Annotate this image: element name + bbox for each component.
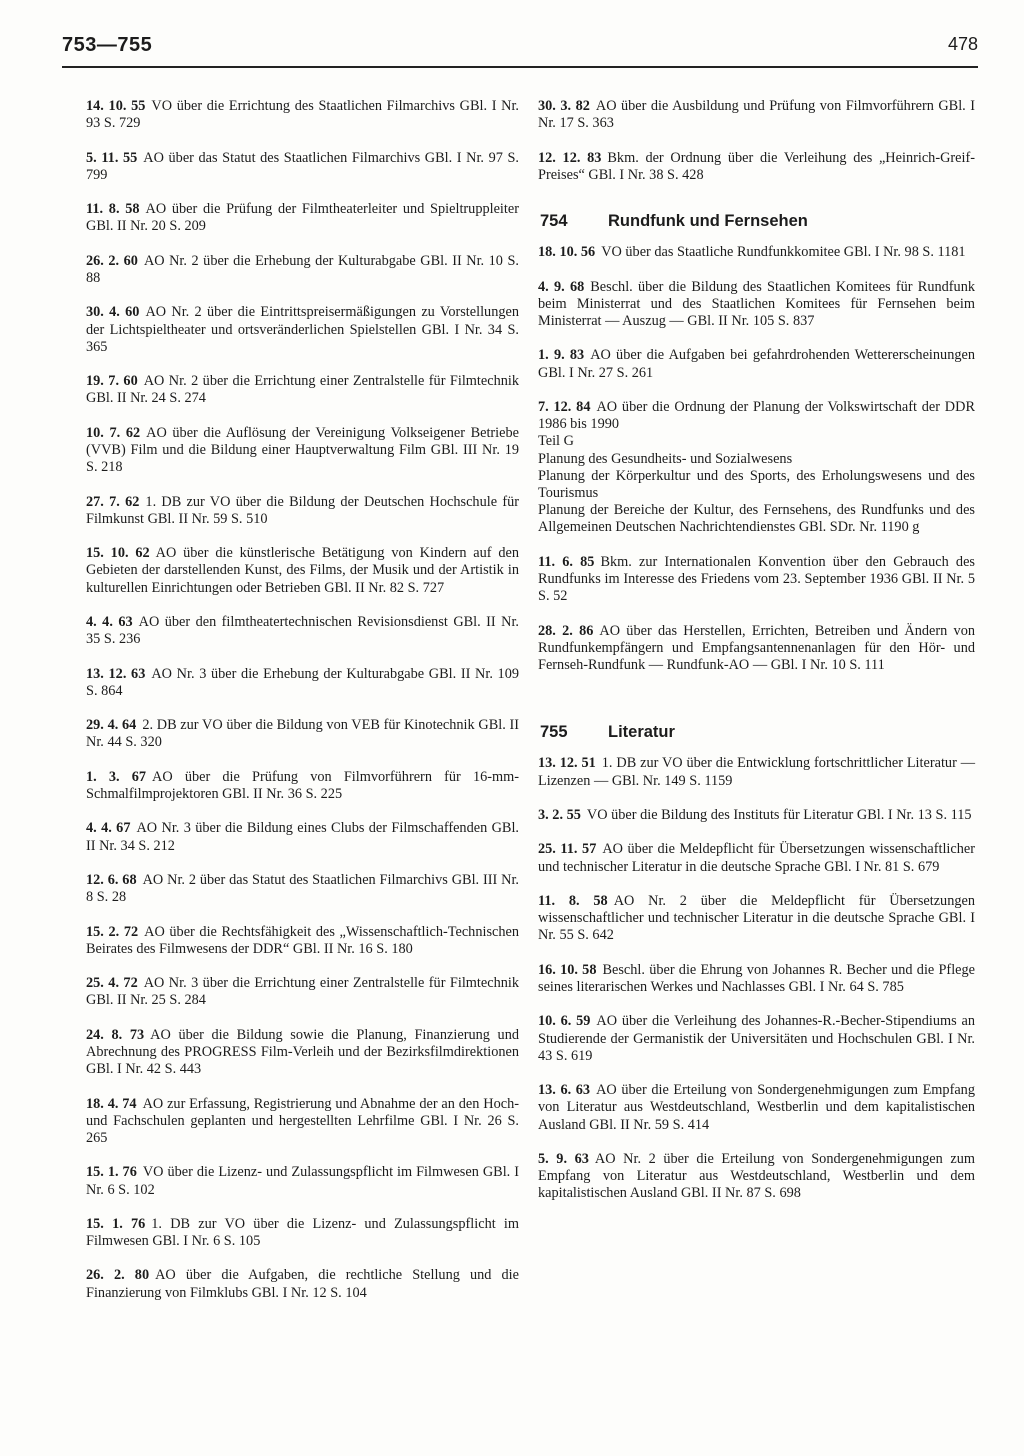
law-entry — [538, 1151, 975, 1203]
law-entry — [86, 717, 519, 751]
entry-text: VO über die Errichtung des Staatlichen Filmarchivs GBl. I Nr. 93 S. 729 — [86, 98, 520, 132]
entry-date: 15. 2. 72 — [86, 923, 139, 940]
continued-entries — [538, 98, 975, 184]
entry-date: 5. 9. 63 — [538, 1150, 589, 1167]
entry-date: 18. 4. 74 — [86, 1095, 137, 1112]
section-heading-754 — [540, 213, 975, 230]
entry-date: 16. 10. 58 — [538, 961, 597, 978]
entry-text: 1. DB zur VO über die Entwicklung fortschrittlicher Literatur — Lizenzen — GBl. Nr. 149 S. 1159 — [538, 755, 976, 789]
entry-text: VO über die Lizenz- und Zulassungspflicht im Filmwesen GBl. I Nr. 6 S. 102 — [86, 1164, 519, 1198]
law-entry — [86, 1267, 519, 1301]
law-entry — [86, 820, 519, 854]
entry-date: 10. 6. 59 — [538, 1013, 591, 1030]
entry-text: AO Nr. 2 über die Eintrittspreisermäßigungen zu Vorstellungen der Lichtspieltheater und ortsveränderlichen Spielstellen GBl. I Nr. 34 S. 365 — [86, 304, 519, 355]
law-entry — [538, 1082, 975, 1134]
entry-text: AO Nr. 2 über die Meldepflicht für Übersetzungen wissenschaftlicher und technischer Literatur in die deutsche Sprache GBl. I Nr. 55 S. 642 — [538, 892, 975, 944]
law-entry — [538, 755, 975, 789]
entry-text: VO über das Staatliche Rundfunkkomitee GBl. I Nr. 98 S. 1181 — [601, 244, 966, 261]
entry-text: 1. DB zur VO über die Bildung der Deutschen Hochschule für Filmkunst GBl. II Nr. 59 S. 510 — [86, 493, 519, 527]
entry-text: AO über die Aufgaben, die rechtliche Stellung und die Finanzierung von Filmklubs GBl. I Nr. 12 S. 104 — [86, 1267, 519, 1301]
law-entry — [538, 841, 975, 875]
law-entry — [86, 1027, 519, 1079]
entry-subline: Teil G — [538, 433, 574, 450]
entry-date: 30. 4. 60 — [86, 304, 140, 321]
right-column — [538, 98, 975, 1220]
law-entry — [86, 304, 519, 356]
entry-text: VO über die Bildung des Instituts für Literatur GBl. I Nr. 13 S. 115 — [586, 807, 972, 823]
section-range: 753—755 — [62, 34, 153, 56]
law-entry — [86, 975, 519, 1009]
entry-date: 11. 8. 58 — [538, 892, 608, 909]
entry-date: 5. 11. 55 — [86, 149, 138, 166]
entry-date: 26. 2. 60 — [86, 252, 138, 269]
entry-date: 29. 4. 64 — [86, 717, 137, 734]
entry-date: 4. 4. 63 — [86, 613, 133, 630]
entry-date: 12. 6. 68 — [86, 871, 137, 888]
entry-text: AO über die künstlerische Betätigung von Kindern auf den Gebieten der darstellenden Kunst, des Films, der Musik und der Artistik in kulturellen Einrichtungen oder Betrieben GBl. II Nr. 82 S. 727 — [86, 545, 519, 596]
entry-subline: Planung der Körperkultur und des Sports, des Erholungswesens und des Tourismus — [538, 467, 975, 501]
law-entry — [538, 893, 975, 945]
entry-text: 1. DB zur VO über die Lizenz- und Zulassungspflicht im Filmwesen GBl. I Nr. 6 S. 105 — [86, 1215, 519, 1250]
section-heading-755 — [540, 724, 975, 741]
entry-text: AO über die Verleihung des Johannes-R.-Becher-Stipendiums an Studierende der Germanistik der Universitäten und Hochschulen GBl. I Nr. 43 S. 619 — [538, 1013, 975, 1064]
page-header — [0, 34, 1024, 64]
law-entry — [86, 1096, 519, 1148]
law-entry — [538, 962, 975, 996]
entry-text: AO über die Erteilung von Sondergenehmigungen zum Empfang von Literatur aus Westdeutschland, Westberlin und dem kapitalistischen Ausland GBl. II Nr. 59 S. 414 — [538, 1082, 975, 1133]
entry-date: 19. 7. 60 — [86, 373, 138, 390]
page-number: 478 — [947, 34, 978, 54]
entry-text: AO über die Prüfung von Filmvorführern für 16-mm-Schmalfilmprojektoren GBl. II Nr. 36 S. 225 — [86, 768, 519, 802]
law-entry — [86, 98, 519, 132]
entry-date: 11. 8. 58 — [86, 201, 140, 218]
entry-text: AO über die Rechtsfähigkeit des „Wissenschaftlich-Technischen Beirates des Filmwesens der DDR“ GBl. II Nr. 16 S. 180 — [86, 923, 519, 957]
section-title: Literatur — [608, 723, 675, 742]
entry-text: AO über die Ausbildung und Prüfung von Filmvorführern GBl. I Nr. 17 S. 363 — [538, 98, 975, 132]
law-entry — [86, 373, 519, 407]
entry-date: 24. 8. 73 — [86, 1026, 145, 1043]
entry-text: AO über die Prüfung der Filmtheaterleiter und Spieltruppleiter GBl. II Nr. 20 S. 209 — [86, 201, 519, 235]
entry-text: AO Nr. 2 über das Statut des Staatlichen Filmarchivs GBl. III Nr. 8 S. 28 — [86, 871, 519, 906]
entry-text: AO Nr. 2 über die Erhebung der Kulturabgabe GBl. II Nr. 10 S. 88 — [86, 252, 519, 286]
law-entry — [538, 399, 975, 537]
entry-date: 7. 12. 84 — [538, 398, 591, 415]
entry-date: 3. 2. 55 — [538, 807, 581, 823]
entry-date: 15. 1. 76 — [86, 1164, 137, 1181]
law-entry — [538, 807, 975, 824]
left-column — [86, 98, 519, 1319]
law-entry — [86, 494, 519, 528]
entry-date: 30. 3. 82 — [538, 98, 590, 114]
law-entry — [86, 924, 519, 958]
entry-text: AO über die Auflösung der Vereinigung Volkseigener Betriebe (VVB) Film und die Bildung einer Hauptverwaltung Film GBl. III Nr. 19 S. 218 — [86, 424, 519, 476]
section-number: 755 — [540, 723, 568, 742]
entry-text: AO zur Erfassung, Registrierung und Abnahme der an den Hoch- und Fachschulen geplanten und hergestellten Lehrfilme GBl. I Nr. 26 S. 265 — [86, 1095, 519, 1146]
entry-date: 14. 10. 55 — [86, 98, 146, 114]
entry-date: 1. 3. 67 — [86, 768, 147, 785]
entry-date: 15. 10. 62 — [86, 545, 150, 562]
section-title: Rundfunk und Fernsehen — [608, 212, 808, 230]
section-number: 754 — [540, 212, 568, 230]
law-entry — [86, 150, 519, 184]
entry-text: AO über die Bildung sowie die Planung, Finanzierung und Abrechnung des PROGRESS Film-Verleih und der Bezirksfilmdirektionen GBl. I Nr. 42 S. 443 — [86, 1026, 519, 1078]
entry-date: 4. 9. 68 — [538, 278, 585, 295]
entry-text: AO über das Statut des Staatlichen Filmarchivs GBl. I Nr. 97 S. 799 — [86, 149, 519, 183]
law-entry — [86, 769, 519, 803]
entry-text: AO über den filmtheatertechnischen Revisionsdienst GBl. II Nr. 35 S. 236 — [86, 613, 520, 648]
entry-date: 13. 12. 63 — [86, 665, 146, 682]
section-755-entries — [538, 755, 975, 1202]
entry-text: Beschl. über die Bildung des Staatlichen Komitees für Rundfunk beim Ministerrat und des Staatlichen Komitees für Fernsehen beim Ministerrat — Auszug — GBl. II Nr. 105 S. 837 — [538, 278, 975, 329]
entry-date: 13. 12. 51 — [538, 755, 596, 772]
header-rule — [62, 66, 978, 68]
entry-text: AO über die Meldepflicht für Übersetzungen wissenschaftlicher und technischer Literatur in die deutsche Sprache GBl. I Nr. 81 S. 679 — [538, 841, 975, 875]
entry-text: AO Nr. 3 über die Erhebung der Kulturabgabe GBl. II Nr. 109 S. 864 — [86, 665, 520, 699]
law-entry — [86, 1216, 519, 1250]
entry-date: 10. 7. 62 — [86, 424, 141, 441]
law-entry — [86, 545, 519, 597]
entry-subline: Planung der Bereiche der Kultur, des Fernsehens, des Rundfunks und des Allgemeinen Deutschen Nachrichtendienstes GBl. SDr. Nr. 1190 g — [538, 502, 975, 536]
entry-text: Bkm. zur Internationalen Konvention über den Gebrauch des Rundfunks im Interesse des Friedens vom 23. September 1936 GBl. II Nr. 5 S. 52 — [538, 553, 975, 605]
entry-date: 25. 11. 57 — [538, 841, 597, 858]
law-entry — [86, 872, 519, 906]
entry-text: AO über die Ordnung der Planung der Volkswirtschaft der DDR 1986 bis 1990 — [538, 398, 975, 433]
entry-date: 28. 2. 86 — [538, 622, 594, 639]
law-entry — [538, 244, 975, 261]
entry-text: AO über die Aufgaben bei gefahrdrohenden Wettererscheinungen GBl. I Nr. 27 S. 261 — [538, 347, 975, 381]
law-entry — [538, 98, 975, 132]
law-entry — [86, 1164, 519, 1198]
law-entry — [538, 554, 975, 606]
law-entry — [86, 666, 519, 700]
law-entry — [86, 425, 519, 477]
entry-date: 13. 6. 63 — [538, 1082, 591, 1099]
entry-date: 27. 7. 62 — [86, 493, 140, 510]
section-754-entries — [538, 244, 975, 674]
entry-date: 11. 6. 85 — [538, 553, 595, 570]
law-entry — [538, 623, 975, 675]
entry-date: 1. 9. 83 — [538, 347, 585, 364]
entry-text: AO Nr. 2 über die Errichtung einer Zentralstelle für Filmtechnik GBl. II Nr. 24 S. 274 — [86, 373, 519, 407]
entry-date: 18. 10. 56 — [538, 244, 596, 261]
entry-text: Beschl. über die Ehrung von Johannes R. Becher und die Pflege seines literarischen Werkes und Nachlasses GBl. I Nr. 64 S. 785 — [538, 961, 976, 995]
entry-date: 15. 1. 76 — [86, 1215, 146, 1232]
law-entry — [538, 150, 975, 184]
entry-date: 25. 4. 72 — [86, 975, 138, 992]
law-entry — [86, 614, 519, 648]
entry-text: AO Nr. 2 über die Erteilung von Sondergenehmigungen zum Empfang von Literatur aus Westdeutschland, Westberlin und dem kapitalistischen Ausland GBl. II Nr. 87 S. 698 — [538, 1150, 975, 1202]
law-entry — [86, 201, 519, 235]
entry-text: 2. DB zur VO über die Bildung von VEB für Kinotechnik GBl. II Nr. 44 S. 320 — [86, 717, 519, 751]
entry-text: AO Nr. 3 über die Bildung eines Clubs der Filmschaffenden GBl. II Nr. 34 S. 212 — [86, 820, 519, 854]
law-entry — [538, 1013, 975, 1065]
entry-text: Bkm. der Ordnung über die Verleihung des „Heinrich-Greif-Preises“ GBl. I Nr. 38 S. 428 — [538, 149, 976, 183]
entry-date: 4. 4. 67 — [86, 820, 131, 837]
law-entry — [538, 279, 975, 331]
law-entry — [86, 253, 519, 287]
law-entry — [538, 347, 975, 381]
entry-text: AO über das Herstellen, Errichten, Betreiben und Ändern von Rundfunkempfängern und Empfangsantennenanlagen für den Hör- und Fernseh-Rundfunk — Rundfunk-AO — GBl. I Nr. 10 S. 111 — [538, 622, 975, 673]
entry-date: 12. 12. 83 — [538, 149, 602, 166]
entry-subline: Planung des Gesundheits- und Sozialwesens — [538, 450, 793, 467]
entry-date: 26. 2. 80 — [86, 1267, 150, 1284]
entry-text: AO Nr. 3 über die Errichtung einer Zentralstelle für Filmtechnik GBl. II Nr. 25 S. 284 — [86, 975, 519, 1009]
